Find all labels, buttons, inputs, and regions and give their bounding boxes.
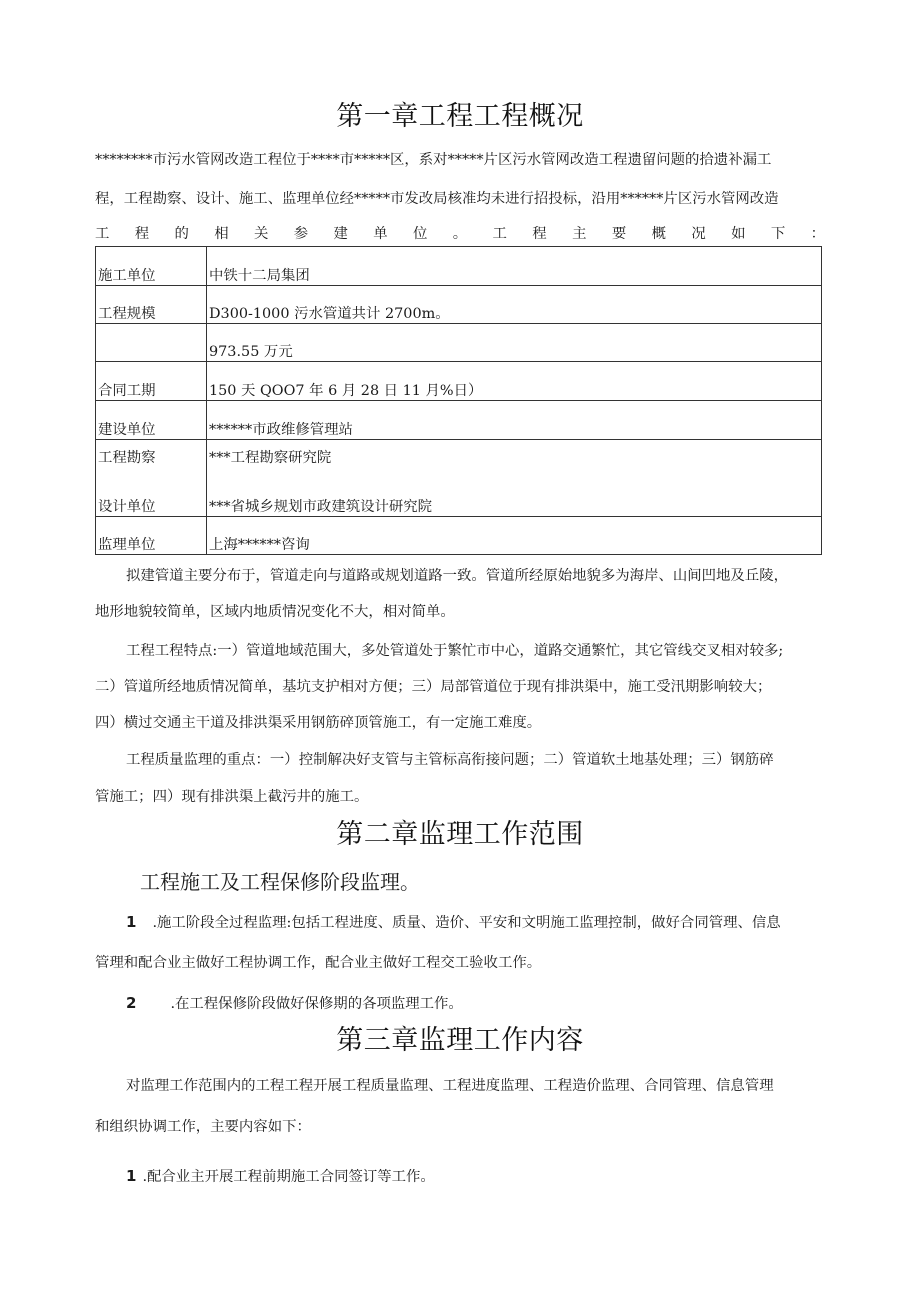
table-row (96, 401, 822, 440)
table-label: 监理单位 (96, 517, 207, 555)
chapter-2-subtitle: 工程施工及工程保修阶段监理。 (140, 870, 420, 894)
chapter-1-para-3-line-1: 工程工程特点:一）管道地域范围大，多处管道处于繁忙市中心，道路交通繁忙，其它管线交叉相对较多; (126, 643, 784, 659)
table-label: 合同工期 (96, 362, 207, 401)
chapter-1-para-2-line-1: 拟建管道主要分布于，管道走向与道路或规划道路一致。管道所经原始地貌多为海岸、山间凹地及丘陵， (126, 568, 788, 584)
chapter-1-para-4-line-2: 管施工；四）现有排洪渠上截污井的施工。 (95, 789, 369, 805)
table-label-merged (96, 440, 207, 517)
chapter-3-para-1-line-1: 对监理工作范围内的工程工程开展工程质量监理、工程进度监理、工程造价监理、合同管理、信息管理 (126, 1078, 774, 1094)
table-value: 973.55 万元 (207, 324, 822, 362)
table-label: 工程勘察 (98, 450, 156, 466)
chapter-1-intro-line-1: ********市污水管网改造工程位于****市*****区，系对*****片区污水管网改造工程遗留问题的拾遗补漏工 (95, 152, 772, 168)
project-info-table (95, 246, 822, 555)
item-number: 1 (126, 1167, 137, 1185)
chapter-1-para-3-line-2: 二）管道所经地质情况简单，基坑支护相对方便；三）局部管道位于现有排洪渠中，施工受汛期影响较大； (95, 679, 772, 695)
table-row (96, 440, 822, 517)
item-number: 2 (126, 994, 137, 1012)
table-value: 中铁十二局集团 (207, 247, 822, 286)
table-row (96, 324, 822, 362)
table-value: 150 天 QOO7 年 6 月 28 日 11 月%日） (207, 362, 822, 401)
chapter-2-title: 第二章监理工作范围 (336, 819, 584, 850)
chapter-1-para-4-line-1: 工程质量监理的重点：一）控制解决好支管与主管标高衔接问题；二）管道软土地基处理；三）钢筋碎 (126, 752, 774, 768)
item-text: .配合业主开展工程前期施工合同签订等工作。 (142, 1169, 435, 1185)
table-value: D300-1000 污水管道共计 2700m。 (207, 286, 822, 324)
item-number: 1 (126, 913, 137, 931)
table-value: ******市政维修管理站 (207, 401, 822, 440)
item-text: .施工阶段全过程监理:包括工程进度、质量、造价、平安和文明施工监理控制，做好合同管理、信息 (152, 915, 781, 931)
chapter-1-intro-line-2: 程，工程勘察、设计、施工、监理单位经*****市发改局核准均未进行招投标，沿用******片区污水管网改造 (95, 191, 779, 207)
chapter-1-title: 第一章工程工程概况 (336, 101, 584, 132)
table-value: ***工程勘察研究院 (209, 450, 332, 466)
table-row (96, 247, 822, 286)
table-label: 建设单位 (96, 401, 207, 440)
chapter-2-item-2 (126, 993, 463, 1014)
table-row (96, 286, 822, 324)
table-label (96, 324, 207, 362)
item-text: .在工程保修阶段做好保修期的各项监理工作。 (170, 996, 463, 1012)
chapter-3-para-1-line-2: 和组织协调工作，主要内容如下： (95, 1119, 311, 1135)
table-label: 施工单位 (96, 247, 207, 286)
chapter-1-intro-line-3: 工程的相关参建单位。工程主要概况如下： (95, 226, 825, 242)
chapter-1-para-2-line-2: 地形地貌较简单，区域内地质情况变化不大，相对简单。 (95, 604, 455, 620)
chapter-1-para-3-line-3: 四）横过交通主干道及排洪渠采用钢筋碎顶管施工，有一定施工难度。 (95, 715, 542, 731)
table-value-merged (207, 440, 822, 517)
table-label: 设计单位 (98, 499, 156, 515)
chapter-2-item-1-line-1 (126, 912, 781, 933)
chapter-3-item-1 (126, 1166, 435, 1187)
table-row (96, 517, 822, 555)
chapter-2-item-1-line-2: 管理和配合业主做好工程协调工作，配合业主做好工程交工验收工作。 (95, 955, 542, 971)
table-value: 上海******咨询 (207, 517, 822, 555)
table-value: ***省城乡规划市政建筑设计研究院 (209, 499, 433, 515)
chapter-3-title: 第三章监理工作内容 (336, 1025, 584, 1056)
table-label: 工程规模 (96, 286, 207, 324)
table-row (96, 362, 822, 401)
